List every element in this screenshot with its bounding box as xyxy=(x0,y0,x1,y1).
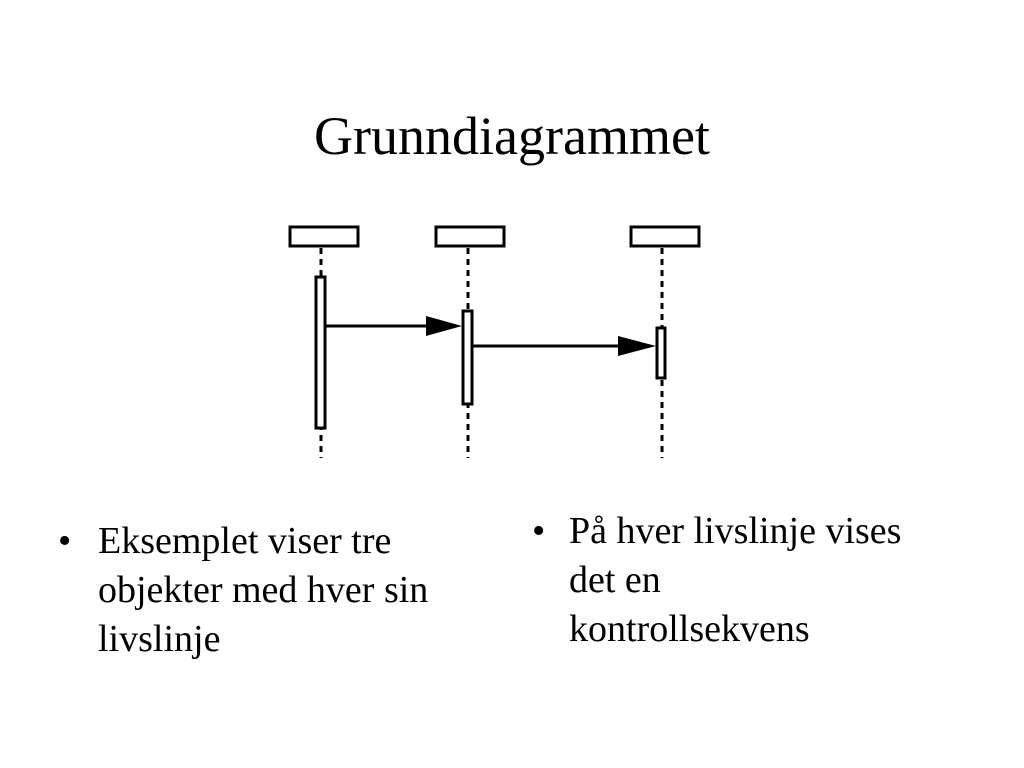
arrowhead-2 xyxy=(618,336,656,356)
slide-title: Grunndiagrammet xyxy=(314,106,710,166)
activation-bar-2 xyxy=(463,311,472,404)
bullet-text: På hver livslinje vises det en kontrollsekvens xyxy=(569,510,902,650)
bullet-marker: • xyxy=(532,510,546,552)
bullet-item-left xyxy=(58,517,458,664)
object-box-3 xyxy=(631,227,699,246)
activation-bar-3 xyxy=(657,328,665,378)
object-box-1 xyxy=(290,227,358,246)
activation-bar-1 xyxy=(316,277,325,428)
bullet-text: Eksemplet viser tre objekter med hver sin livslinje xyxy=(98,520,429,660)
object-box-2 xyxy=(436,227,504,246)
bullet-marker: • xyxy=(58,520,72,562)
arrowhead-1 xyxy=(426,316,462,336)
bullet-item-right xyxy=(532,507,902,654)
